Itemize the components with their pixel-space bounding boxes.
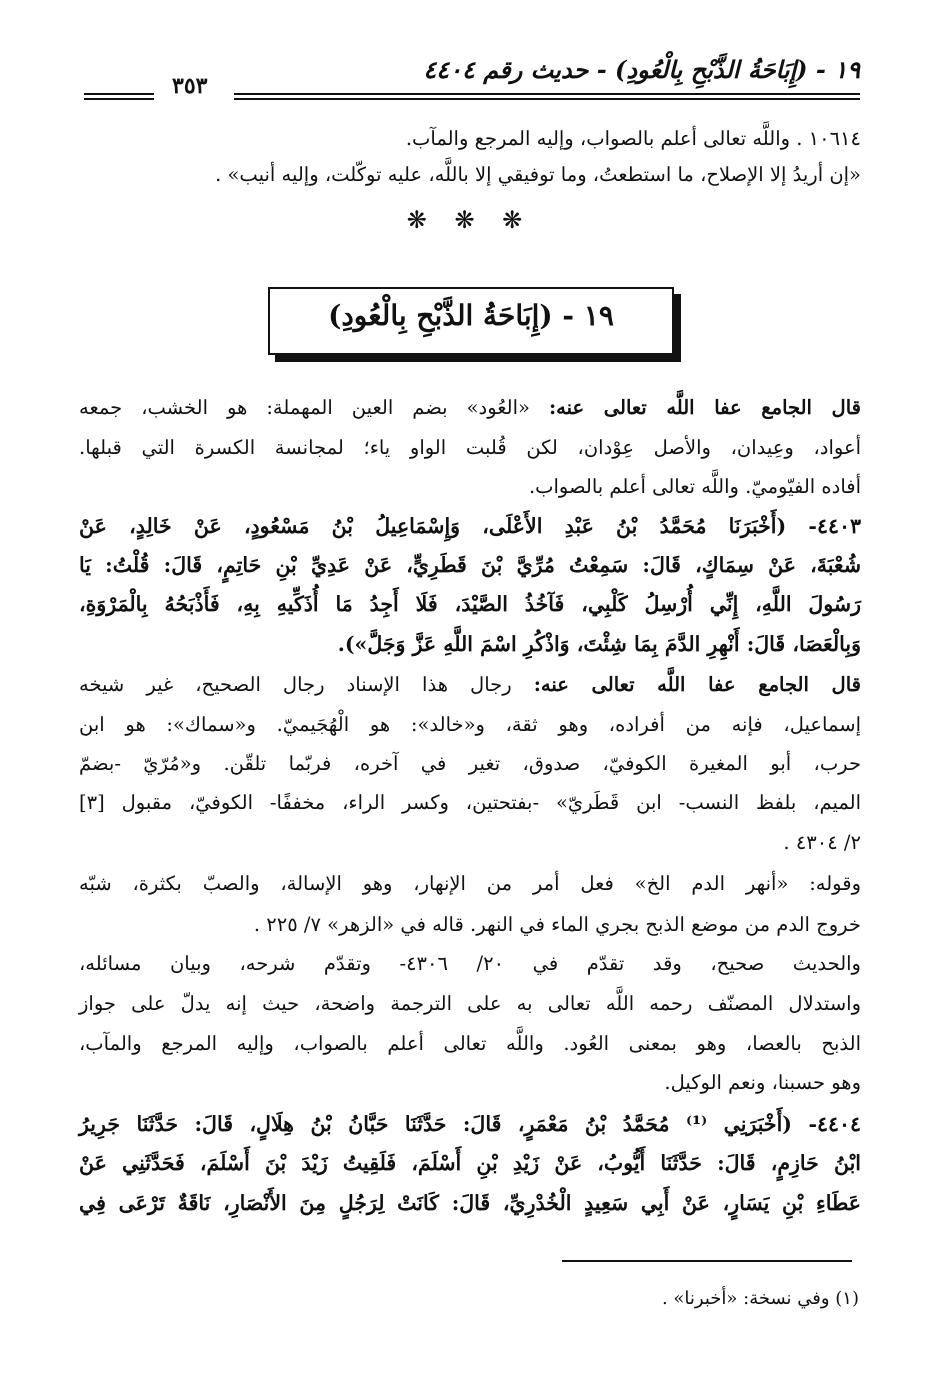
chapter-heading-box bbox=[268, 287, 674, 355]
running-title: ١٩ - (إِبَاحَةُ الذَّبْحِ بِالْعُودِ) - حديث رقم ٤٤٠٤ bbox=[423, 55, 860, 84]
intro-line: أفاده الفيّوميّ. واللَّه تعالى أعلم بالصواب. bbox=[528, 475, 861, 498]
commentary-line: إسماعيل، فإنه من أفراده، وهو ثقة، و«خالد»: هو الْهُجَيميّ. و«سماك»: هو ابن bbox=[79, 713, 861, 736]
hadith-4404-line: ٤٤٠٤- (أَخْبَرَنِي ⁽¹⁾ مُحَمَّدُ بْنُ مَعْمَرٍ، قَالَ: حَدَّثَنَا حَبَّانُ بْنُ هِلَالٍ، قَالَ: حَدَّثَنَا جَرِيرُ bbox=[79, 1112, 862, 1136]
explanation-line: وقوله: «أنهر الدم الخ» فعل أمر من الإنهار، وهو الإسالة، والصبّ بكثرة، شبّه bbox=[79, 872, 861, 895]
running-header bbox=[84, 55, 860, 103]
explanation-line: والحديث صحيح، وقد تقدّم في ٢٠/ ٤٣٠٦- وتقدّم شرحه، وبيان مسائله، bbox=[79, 952, 861, 975]
intro-line: أعواد، وعِيدان، والأصل عِوْدان، لكن قُلبت الواو ياء؛ لمجانسة الكسرة التي قبلها. bbox=[79, 436, 861, 459]
closing-line: «إن أريدُ إلا الإصلاح، ما استطعتُ، وما توفيقي إلا باللَّه، عليه توكّلت، وإليه أنيب» . bbox=[215, 163, 861, 186]
explanation-line: الذبح بالعصا، وهو بمعنى العُود. واللَّه تعالى أعلم بالصواب، وإليه المرجع والمآب، bbox=[79, 1032, 861, 1055]
author-label: قال الجامع عفا اللَّه تعالى عنه: bbox=[533, 673, 861, 696]
explanation-line: واستدلال المصنّف رحمه اللَّه تعالى به على الترجمة واضحة، حيث إنه يدلّ على جواز bbox=[79, 992, 861, 1015]
hadith-4404-line: ابْنُ حَازِمٍ، قَالَ: حَدَّثَنَا أَيُّوبُ، عَنْ زَيْدِ بْنِ أَسْلَمَ، فَلَقِيتُ زَيْدَ بْنَ أَسْلَمَ، فَحَدَّثَنِي عَنْ bbox=[79, 1151, 861, 1175]
commentary-text: رجال هذا الإسناد رجال الصحيح، غير شيخه bbox=[79, 673, 512, 696]
header-rule bbox=[234, 93, 860, 100]
author-label: قال الجامع عفا اللَّه تعالى عنه: bbox=[548, 396, 861, 419]
commentary-line-1 bbox=[79, 670, 861, 700]
commentary-line: الميم، بلفظ النسب- ابن قَطَريّ» -بفتحتين، وكسر الراء، مخففًا- الكوفيّ، مقبول [٣] bbox=[79, 791, 861, 814]
explanation-line: خروج الدم من موضع الذبح بجري الماء في النهر. قاله في «الزهر» ٧/ ٢٢٥ . bbox=[253, 913, 861, 936]
header-rule-short bbox=[84, 93, 154, 100]
chapter-title: ١٩ - (إِبَاحَةُ الذَّبْحِ بِالْعُودِ) bbox=[328, 299, 614, 332]
hadith-4403-line: شُعْبَةَ، عَنْ سِمَاكٍ، قَالَ: سَمِعْتُ مُرِّيَّ بْنَ قَطَرِيٍّ، عَنْ عَدِيِّ بْنِ حَاتِمٍ، قَالَ: قُلْتُ: يَا bbox=[79, 553, 861, 577]
commentary-line: ٢/ ٤٣٠٤ . bbox=[783, 831, 861, 854]
closing-line: ١٠٦١٤ . واللَّه تعالى أعلم بالصواب، وإليه المرجع والمآب. bbox=[405, 127, 861, 150]
commentary-line: حرب، أبو المغيرة الكوفيّ، صدوق، تغير في آخره، فربّما تلقّن. و«مُرّيّ -بضمّ bbox=[79, 752, 861, 775]
footnote-rule bbox=[562, 1260, 852, 1262]
hadith-4403-line: ٤٤٠٣- (أَخْبَرَنَا مُحَمَّدُ بْنُ عَبْدِ الأَعْلَى، وَإِسْمَاعِيلُ بْنُ مَسْعُودٍ، عَنْ خَالِدٍ، عَنْ bbox=[79, 514, 861, 538]
hadith-4403-line: وَبِالْعَصَا، قَالَ: أَنْهِرِ الدَّمَ بِمَا شِئْتَ، وَاذْكُرِ اسْمَ اللَّهِ عَزَّ وَجَلَّ»). bbox=[337, 632, 861, 656]
hadith-4404-line: عَطَاءِ بْنِ يَسَارٍ، عَنْ أَبِي سَعِيدٍ الْخُدْرِيِّ، قَالَ: كَانَتْ لِرَجُلٍ مِنَ الأَنْصَارِ، نَاقَةٌ تَرْعَى فِي bbox=[79, 1191, 861, 1215]
page-number: ٣٥٣ bbox=[172, 73, 208, 99]
intro-text: «العُود» بضم العين المهملة: هو الخشب، جمعه bbox=[79, 396, 530, 419]
section-ornament: ❋ ❋ ❋ bbox=[406, 206, 533, 234]
intro-line-1 bbox=[79, 393, 861, 423]
hadith-4403-line: رَسُولَ اللَّهِ، إِنِّي أُرْسِلُ كَلْبِي، فَآخُذُ الصَّيْدَ، فَلَا أَجِدُ مَا أُذَكِّيهِ بِهِ، فَأَذْبَحُهُ بِالْمَرْوَةِ، bbox=[79, 592, 861, 616]
footnote: (١) وفي نسخة: «أخبرنا» . bbox=[661, 1288, 859, 1309]
explanation-line: وهو حسبنا، ونعم الوكيل. bbox=[664, 1071, 861, 1094]
